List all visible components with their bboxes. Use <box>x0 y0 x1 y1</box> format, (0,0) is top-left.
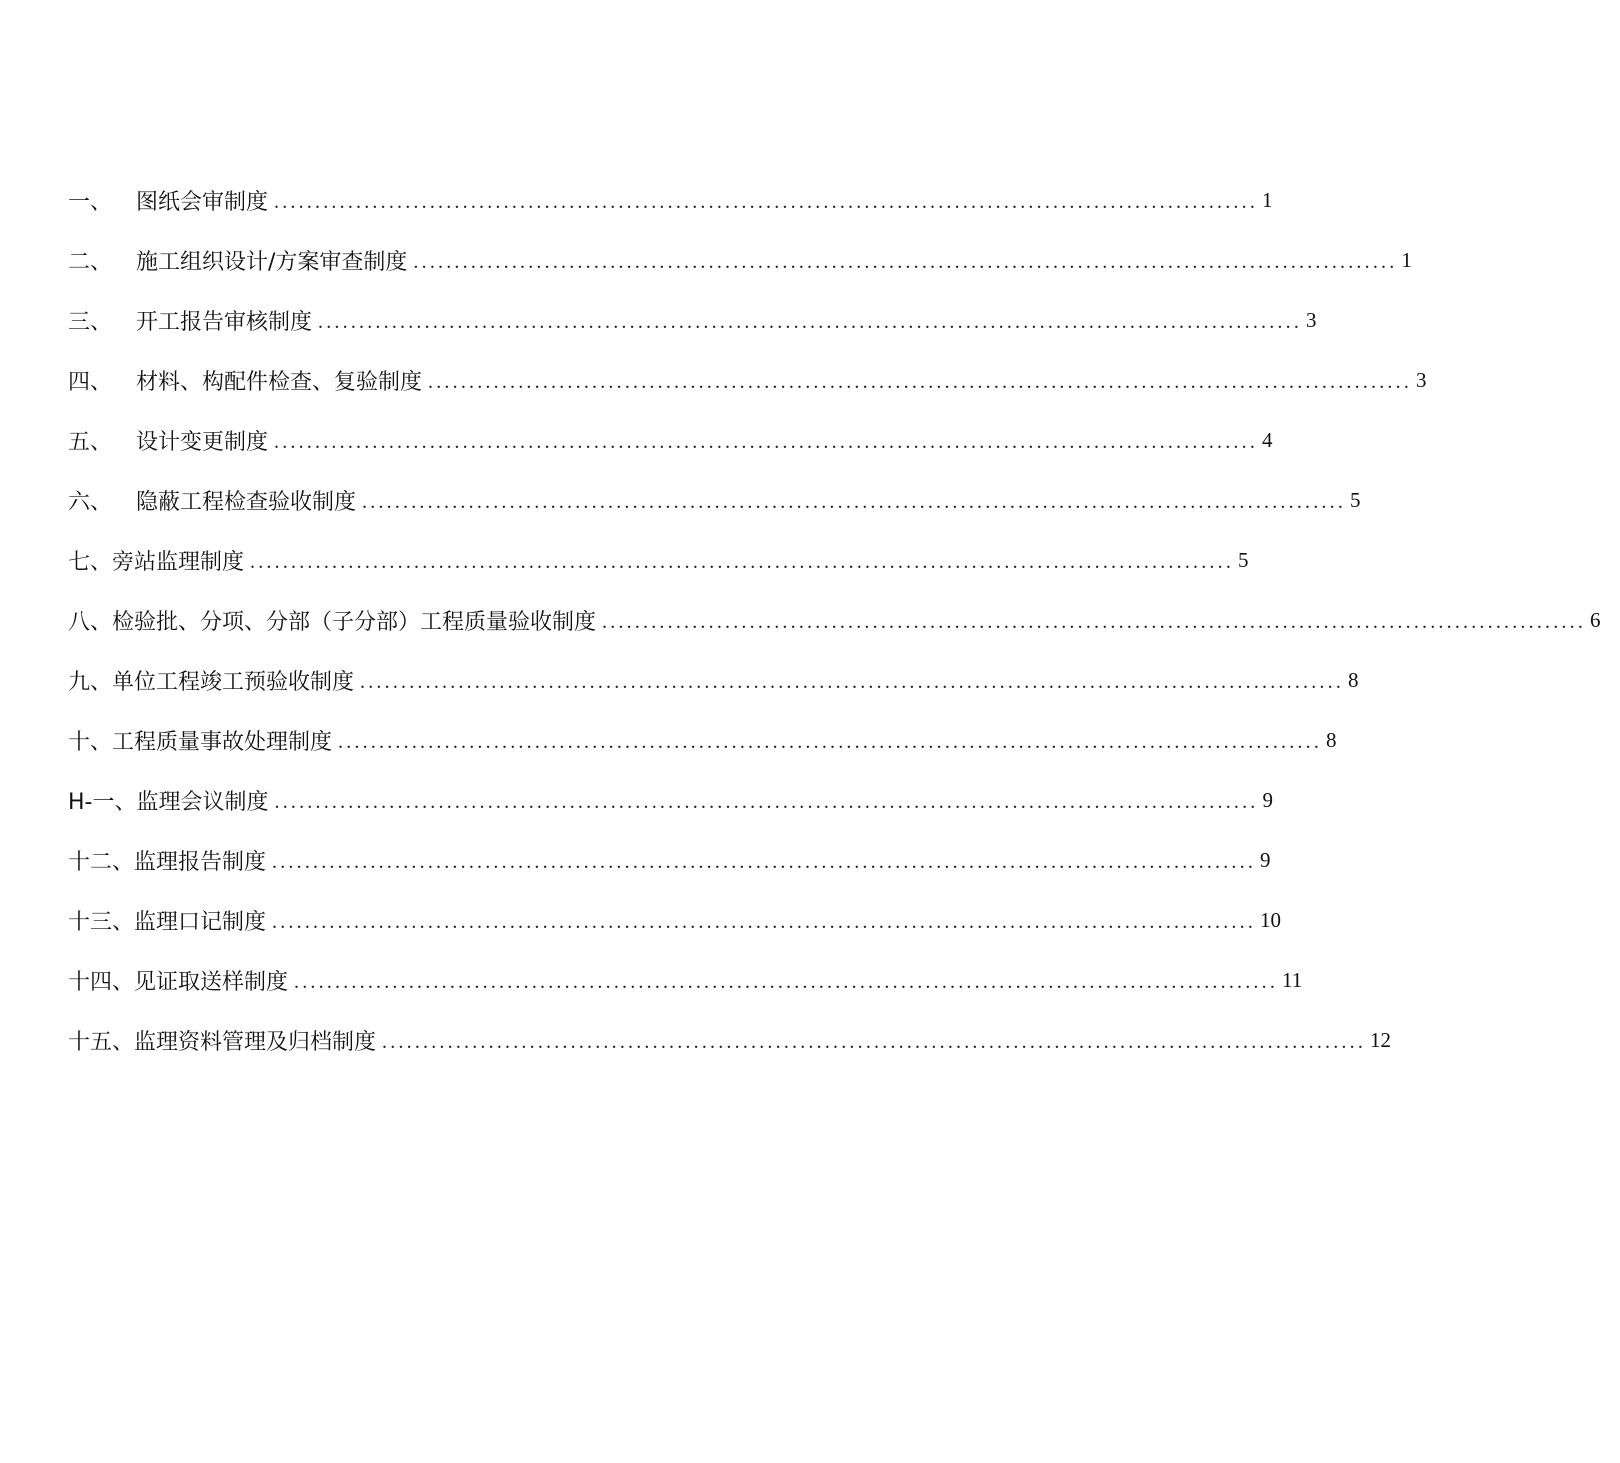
toc-entry[interactable] <box>68 480 1361 520</box>
toc-entry-number: 十五、 <box>68 1029 135 1055</box>
toc-entry[interactable] <box>68 240 1412 280</box>
toc-entry[interactable] <box>68 600 1601 640</box>
toc-entry-title: 监理口记制度 <box>134 909 267 935</box>
toc-entry-page: 5 <box>1350 487 1361 512</box>
toc-entry-title: 监理报告制度 <box>134 849 267 875</box>
dot-leader: ........................................................................................................................ <box>274 430 1259 453</box>
toc-entry-number: 一、 <box>68 189 113 215</box>
toc-entry-number: 五、 <box>68 429 113 455</box>
toc-entry-number: 十二、 <box>68 849 135 875</box>
toc-entry-number: 十、 <box>68 729 113 755</box>
toc-entry[interactable] <box>68 1020 1392 1060</box>
toc-entry-title: 见证取送样制度 <box>134 969 289 995</box>
toc-entry-page: 8 <box>1348 667 1359 692</box>
toc-entry-title: 隐蔽工程检查验收制度 <box>136 489 357 515</box>
toc-entry-title: 检验批、分项、分部（子分部）工程质量验收制度 <box>112 609 597 635</box>
toc-entry-number: 四、 <box>68 369 113 395</box>
toc-entry[interactable] <box>68 900 1282 940</box>
dot-leader: ........................................................................................................................ <box>413 250 1398 273</box>
toc-entry-number: H-一、 <box>68 789 137 815</box>
dot-leader: ........................................................................................................................ <box>318 310 1303 333</box>
toc-entry[interactable] <box>68 540 1249 580</box>
dot-leader: ........................................................................................................................ <box>274 190 1259 213</box>
dot-leader: ........................................................................................................................ <box>274 790 1259 813</box>
toc-entry[interactable] <box>68 180 1273 220</box>
toc-entry-page: 6 <box>1590 607 1601 632</box>
toc-entry-number: 九、 <box>68 669 113 695</box>
toc-entry-page: 11 <box>1282 967 1303 992</box>
toc-entry-number: 二、 <box>68 249 113 275</box>
toc-entry-number: 八、 <box>68 609 113 635</box>
toc-entry-title: 监理资料管理及归档制度 <box>134 1029 377 1055</box>
toc-entry-page: 8 <box>1326 727 1337 752</box>
toc-entry-page: 3 <box>1306 307 1317 332</box>
toc-entry-number: 六、 <box>68 489 113 515</box>
toc-entry-title: 施工组织设计/方案审查制度 <box>136 249 408 275</box>
toc-entry[interactable] <box>68 660 1359 700</box>
dot-leader: ........................................................................................................................ <box>362 490 1347 513</box>
toc-entry-page: 1 <box>1262 187 1273 212</box>
dot-leader: ........................................................................................................................ <box>272 910 1257 933</box>
dot-leader: ........................................................................................................................ <box>294 970 1279 993</box>
toc-entry-title: 设计变更制度 <box>136 429 269 455</box>
toc-entry[interactable] <box>68 720 1337 760</box>
toc-entry-number: 十三、 <box>68 909 135 935</box>
toc-entry[interactable] <box>68 360 1427 400</box>
toc-entry[interactable] <box>68 420 1273 460</box>
toc-entry-title: 工程质量事故处理制度 <box>112 729 333 755</box>
toc-entry-title: 单位工程竣工预验收制度 <box>112 669 355 695</box>
toc-entry-number: 十四、 <box>68 969 135 995</box>
dot-leader: ........................................................................................................................ <box>360 670 1345 693</box>
toc-entry[interactable] <box>68 840 1271 880</box>
toc-entry-page: 9 <box>1260 847 1271 872</box>
dot-leader: ........................................................................................................................ <box>602 610 1587 633</box>
toc-entry[interactable] <box>68 960 1303 1000</box>
toc-entry-page: 4 <box>1262 427 1273 452</box>
dot-leader: ........................................................................................................................ <box>250 550 1235 573</box>
toc-entry-title: 开工报告审核制度 <box>136 309 313 335</box>
toc-entry-title: 材料、构配件检查、复验制度 <box>136 369 423 395</box>
toc-entry-number: 七、 <box>68 549 113 575</box>
dot-leader: ........................................................................................................................ <box>272 850 1257 873</box>
dot-leader: ........................................................................................................................ <box>428 370 1413 393</box>
toc-entry-title: 旁站监理制度 <box>112 549 245 575</box>
toc-entry-page: 1 <box>1401 247 1412 272</box>
dot-leader: ........................................................................................................................ <box>338 730 1323 753</box>
toc-entry[interactable] <box>68 780 1273 820</box>
toc-entry-page: 5 <box>1238 547 1249 572</box>
toc-entry-page: 10 <box>1260 907 1282 932</box>
toc-entry-title: 监理会议制度 <box>136 789 269 815</box>
toc-entry-title: 图纸会审制度 <box>136 189 269 215</box>
toc-entry-number: 三、 <box>68 309 113 335</box>
toc-entry-page: 9 <box>1262 787 1273 812</box>
toc-entry[interactable] <box>68 300 1317 340</box>
toc-entry-page: 3 <box>1416 367 1427 392</box>
dot-leader: ........................................................................................................................ <box>382 1030 1367 1053</box>
toc-entry-page: 12 <box>1370 1027 1392 1052</box>
